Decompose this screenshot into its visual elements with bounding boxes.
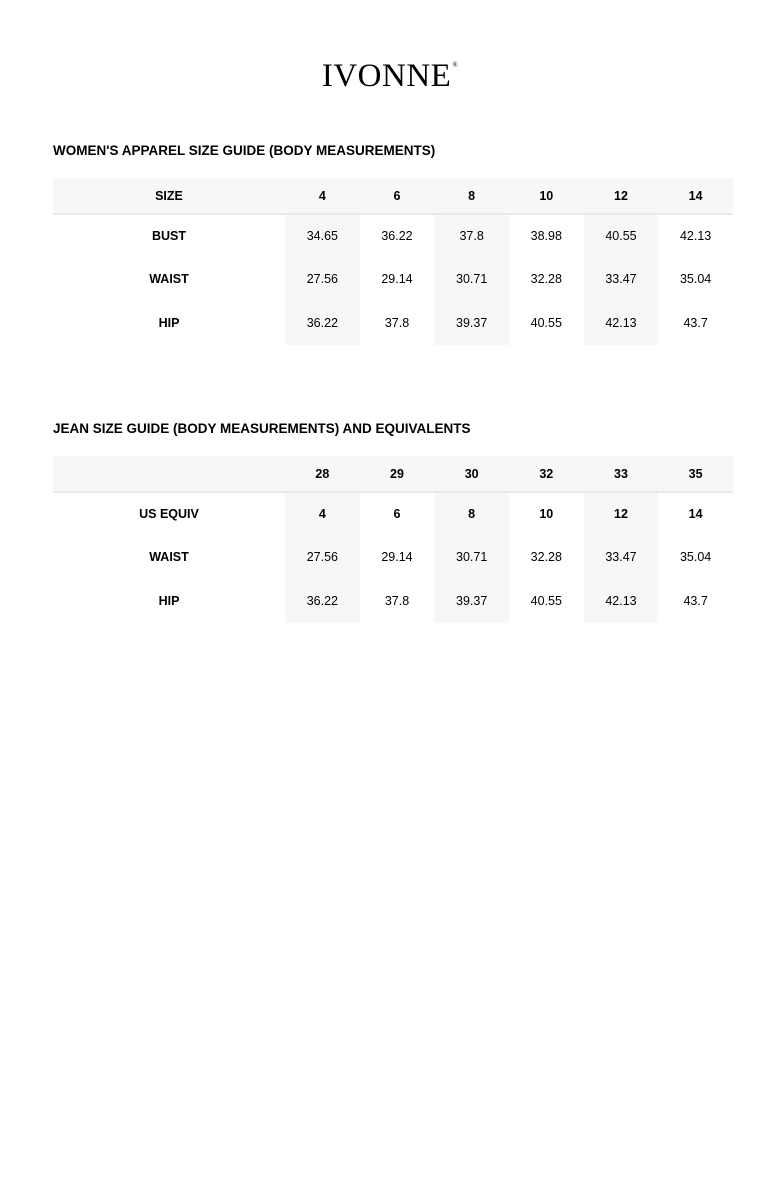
header-cell: 29 [360,456,435,492]
header-cell: 8 [434,178,509,214]
table-cell: 39.37 [434,579,509,623]
table-cell: 30.71 [434,258,509,302]
row-label: HIP [158,593,180,608]
table-cell: 29.14 [381,550,413,565]
table-cell: 32.28 [530,272,562,287]
header-cell: 28 [285,456,360,492]
header-cell: 12 [584,178,659,214]
apparel-guide-title: WOMEN'S APPAREL SIZE GUIDE (BODY MEASUREMENTS) [53,143,436,158]
table-cell: 35.04 [679,550,712,565]
jean-size-table [53,456,733,623]
header-label-cell [53,456,285,492]
header-cell: 32 [509,456,584,492]
jean-guide-title: JEAN SIZE GUIDE (BODY MEASUREMENTS) AND EQUIVALENTS [53,421,471,436]
table-cell: 40.55 [584,214,659,258]
table-cell: 35.04 [679,272,712,287]
table-cell: 8 [434,492,509,536]
header-cell: 30 [434,456,509,492]
registered-mark: ® [452,61,459,69]
table-cell: 43.7 [683,315,708,330]
table-cell: 40.55 [530,593,562,608]
table-cell: 37.8 [434,214,509,258]
table-cell: 4 [285,492,360,536]
brand-logo [0,58,780,94]
row-label: US EQUIV [139,507,199,522]
table-cell: 6 [393,507,401,522]
header-cell: 10 [509,178,584,214]
table-cell: 36.22 [285,301,360,345]
table-cell: 29.14 [381,272,413,287]
row-label: WAIST [149,550,189,565]
table-cell: 39.37 [434,301,509,345]
table-cell: 34.65 [285,214,360,258]
table-cell: 32.28 [530,550,562,565]
row-label: HIP [158,315,180,330]
table-cell: 38.98 [530,229,562,244]
table-cell: 36.22 [381,229,413,244]
table-cell: 40.55 [530,315,562,330]
header-cell: 4 [285,178,360,214]
brand-name: IVONNE [321,58,452,94]
apparel-size-table [53,178,733,345]
table-cell: 14 [688,507,703,522]
header-cell: 14 [658,178,733,214]
table-cell: 42.13 [584,301,659,345]
table-row [53,214,733,258]
table-cell: 33.47 [584,536,659,580]
table-cell: 42.13 [679,229,712,244]
table-row [53,579,733,623]
table-cell: 27.56 [285,258,360,302]
table-row [53,301,733,345]
table-cell: 30.71 [434,536,509,580]
table-cell: 42.13 [584,579,659,623]
table-row [53,258,733,302]
table-row [53,536,733,580]
header-cell: 33 [584,456,659,492]
header-label-cell: SIZE [53,178,285,214]
table-cell: 27.56 [285,536,360,580]
table-header-row [53,456,733,492]
table-row [53,492,733,536]
row-label: WAIST [149,272,189,287]
table-cell: 37.8 [384,593,410,608]
table-cell: 36.22 [285,579,360,623]
table-cell: 12 [584,492,659,536]
header-cell: 35 [658,456,733,492]
table-cell: 37.8 [384,315,410,330]
row-label: BUST [151,229,187,244]
apparel-size-guide [53,141,727,330]
table-header-row [53,178,733,214]
table-cell: 43.7 [683,593,708,608]
jean-size-guide [53,419,727,608]
table-cell: 10 [539,507,554,522]
header-cell: 6 [360,178,435,214]
table-cell: 33.47 [584,258,659,302]
